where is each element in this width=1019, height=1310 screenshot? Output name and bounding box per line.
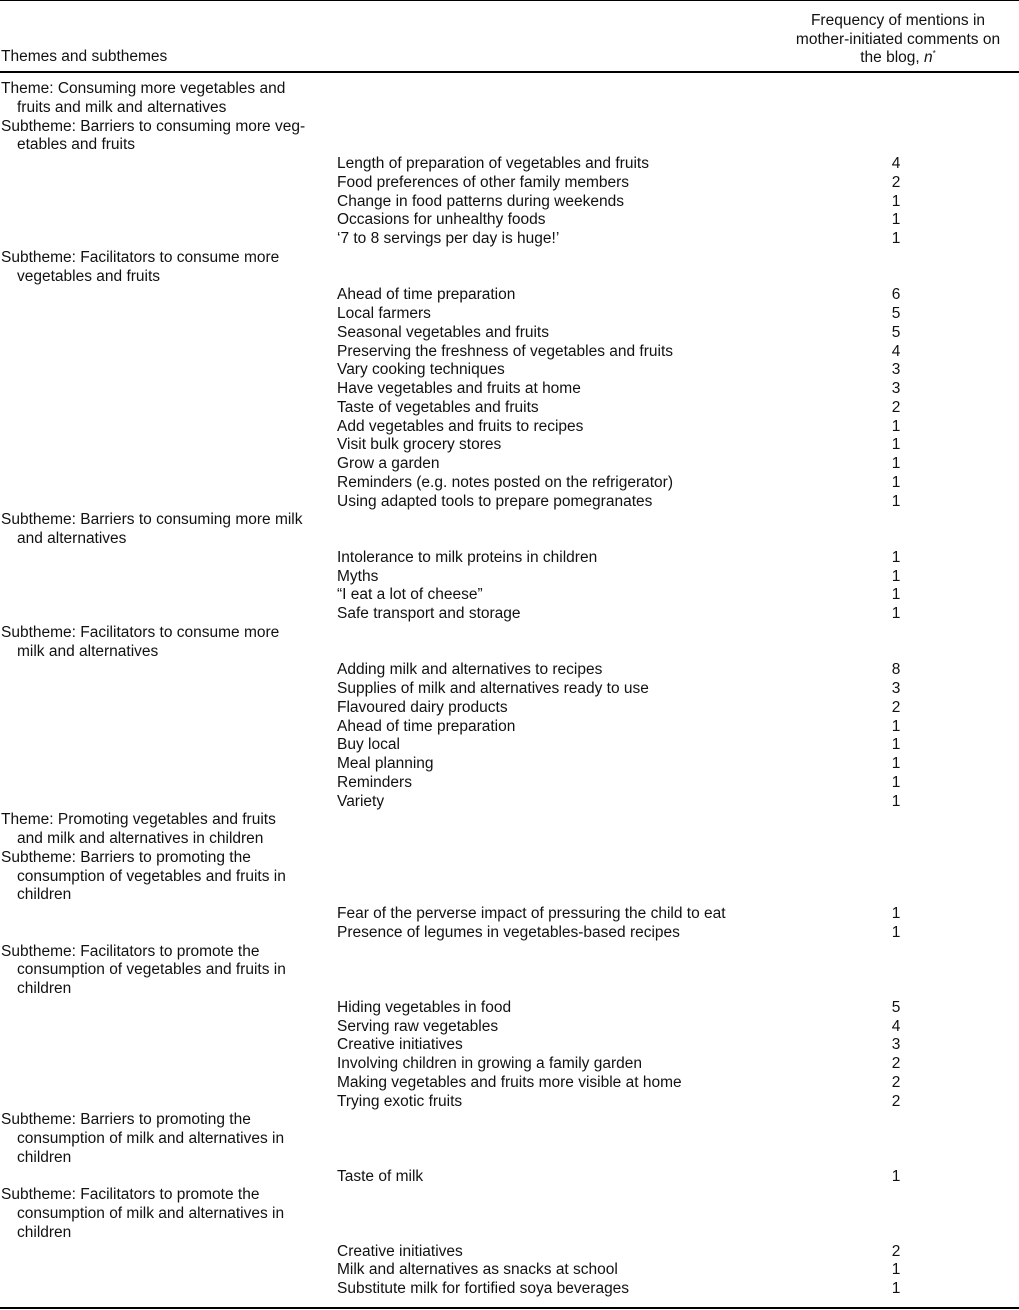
- table-row: [0, 549, 1019, 568]
- header-line: mother-initiated comments on: [795, 30, 1001, 48]
- table-row: [0, 568, 1019, 587]
- item-frequency: 2: [891, 1055, 901, 1072]
- item-label: Meal planning: [337, 755, 434, 772]
- table-row: [0, 361, 1019, 380]
- table-row: [0, 755, 1019, 774]
- table-row: [0, 905, 1019, 924]
- item-label: Food preferences of other family members: [337, 173, 630, 191]
- item-label: Creative initiatives: [337, 1242, 463, 1260]
- table-row: [0, 286, 1019, 305]
- item-frequency: 2: [891, 1242, 901, 1260]
- item-frequency: 1: [891, 923, 901, 941]
- item-frequency: 1: [891, 717, 901, 735]
- item-frequency: 1: [891, 792, 901, 810]
- item-frequency: 5: [891, 323, 901, 341]
- header-line: Frequency of mentions in: [810, 12, 986, 29]
- item-label: Involving children in growing a family garden: [337, 1055, 642, 1072]
- item-label: ‘7 to 8 servings per day is huge!’: [337, 230, 560, 247]
- item-frequency: 4: [891, 342, 901, 360]
- item-frequency: 1: [891, 473, 901, 491]
- theme-heading-continuation: vegetables and fruits: [17, 267, 161, 285]
- table-row: [0, 924, 1019, 943]
- item-label: Supplies of milk and alternatives ready to use: [337, 680, 649, 697]
- table-row: [0, 493, 1019, 512]
- item-label: Serving raw vegetables: [337, 1017, 499, 1035]
- theme-heading-continuation: children: [17, 1223, 72, 1241]
- item-frequency: 1: [891, 230, 901, 247]
- table-row: [0, 324, 1019, 343]
- item-label: Variety: [337, 792, 385, 810]
- table-row: [0, 1018, 1019, 1037]
- table-row: [0, 793, 1019, 812]
- table-row: [0, 1036, 1019, 1055]
- column-header-frequency: [782, 12, 1014, 68]
- item-label: Ahead of time preparation: [337, 717, 516, 735]
- item-frequency: 2: [891, 173, 901, 191]
- table-row: [0, 718, 1019, 737]
- item-label: Seasonal vegetables and fruits: [337, 323, 549, 341]
- item-frequency: 2: [891, 1092, 901, 1110]
- theme-heading-continuation: consumption of milk and alternatives in: [17, 1205, 285, 1222]
- theme-heading-continuation: consumption of vegetables and fruits in: [17, 961, 286, 979]
- theme-heading-continuation: children: [17, 980, 72, 997]
- theme-heading-continuation: and alternatives: [17, 530, 127, 547]
- item-label: Local farmers: [337, 305, 431, 322]
- theme-heading-continuation: consumption of vegetables and fruits in: [17, 867, 286, 885]
- theme-heading-continuation: etables and fruits: [17, 136, 136, 154]
- table-row: [0, 174, 1019, 193]
- header-rule: [0, 71, 1019, 73]
- item-label: Presence of legumes in vegetables-based recipes: [337, 923, 680, 941]
- table-row: [0, 455, 1019, 474]
- item-frequency: 1: [891, 211, 901, 229]
- item-frequency: 1: [891, 567, 901, 585]
- theme-heading-continuation: children: [17, 886, 72, 904]
- item-label: Visit bulk grocery stores: [337, 436, 502, 454]
- theme-heading-continuation: children: [17, 1148, 72, 1166]
- theme-heading: Theme: Consuming more vegetables and: [1, 80, 286, 97]
- item-label: Reminders (e.g. notes posted on the refrigerator): [337, 473, 674, 491]
- header-line: the blog, n*: [860, 49, 936, 67]
- item-frequency: 4: [891, 1017, 901, 1035]
- table-row: [0, 1261, 1019, 1280]
- table-row: [0, 1280, 1019, 1299]
- item-label: Grow a garden: [337, 455, 440, 472]
- table-row: [0, 1055, 1019, 1074]
- table-row: [0, 661, 1019, 680]
- theme-heading: Subtheme: Facilitators to consume more: [1, 623, 280, 641]
- table-row: [0, 774, 1019, 793]
- item-label: Adding milk and alternatives to recipes: [337, 661, 603, 679]
- theme-heading: Subtheme: Barriers to consuming more veg-: [1, 117, 306, 135]
- theme-heading: Theme: Promoting vegetables and fruits: [1, 811, 276, 829]
- item-label: Preserving the freshness of vegetables and fruits: [337, 342, 674, 360]
- item-frequency: 3: [891, 680, 901, 697]
- table-row: [0, 586, 1019, 605]
- item-frequency: 1: [891, 605, 901, 622]
- item-label: Add vegetables and fruits to recipes: [337, 417, 584, 435]
- table-row: [0, 380, 1019, 399]
- item-label: Vary cooking techniques: [337, 361, 505, 379]
- item-frequency: 1: [891, 586, 901, 604]
- item-frequency: 4: [891, 155, 901, 172]
- table-row: [0, 193, 1019, 212]
- item-frequency: 1: [891, 1280, 901, 1297]
- item-frequency: 1: [891, 755, 901, 772]
- item-frequency: 3: [891, 1036, 901, 1054]
- item-frequency: 1: [891, 192, 901, 210]
- theme-heading: Subtheme: Facilitators to promote the: [1, 942, 260, 960]
- item-frequency: 1: [891, 436, 901, 454]
- item-label: Have vegetables and fruits at home: [337, 380, 581, 397]
- table-row: [0, 999, 1019, 1018]
- table-row: [0, 155, 1019, 174]
- item-label: Myths: [337, 567, 379, 585]
- item-label: Buy local: [337, 736, 400, 754]
- table-row: [0, 1093, 1019, 1112]
- item-frequency: 1: [891, 492, 901, 510]
- theme-heading: Subtheme: Facilitators to consume more: [1, 248, 280, 266]
- theme-heading-continuation: and milk and alternatives in children: [17, 830, 264, 847]
- footnote-marker: *: [932, 49, 936, 59]
- item-label: Hiding vegetables in food: [337, 998, 512, 1016]
- item-frequency: 1: [891, 1167, 901, 1185]
- item-label: Using adapted tools to prepare pomegranates: [337, 492, 653, 510]
- table-row: [0, 699, 1019, 718]
- item-label: Trying exotic fruits: [337, 1092, 463, 1110]
- item-label: Safe transport and storage: [337, 605, 521, 622]
- item-frequency: 3: [891, 380, 901, 397]
- item-label: “I eat a lot of cheese”: [337, 586, 483, 604]
- theme-heading-continuation: fruits and milk and alternatives: [17, 98, 227, 116]
- table-row: [0, 211, 1019, 230]
- theme-heading: Subtheme: Barriers to consuming more milk: [1, 511, 303, 529]
- item-label: Flavoured dairy products: [337, 698, 508, 716]
- item-label: Substitute milk for fortified soya beverages: [337, 1280, 630, 1297]
- item-frequency: 1: [891, 905, 901, 922]
- item-label: Reminders: [337, 773, 412, 791]
- table-row: [0, 418, 1019, 437]
- item-label: Taste of vegetables and fruits: [337, 398, 539, 416]
- item-frequency: 2: [891, 698, 901, 716]
- theme-heading-continuation: milk and alternatives: [17, 642, 159, 660]
- theme-heading: Subtheme: Facilitators to promote the: [1, 1186, 260, 1204]
- item-frequency: 6: [891, 286, 901, 304]
- n-symbol: n: [924, 49, 933, 67]
- item-frequency: 1: [891, 736, 901, 754]
- item-frequency: 3: [891, 361, 901, 379]
- table-row: [0, 1168, 1019, 1187]
- item-frequency: 1: [891, 1261, 901, 1279]
- theme-heading: Subtheme: Barriers to promoting the: [1, 848, 251, 866]
- table-row: [0, 1074, 1019, 1093]
- item-label: Making vegetables and fruits more visible at home: [337, 1073, 682, 1091]
- item-frequency: 5: [891, 998, 901, 1016]
- item-frequency: 1: [891, 417, 901, 435]
- item-label: Length of preparation of vegetables and fruits: [337, 155, 649, 172]
- column-header-themes: Themes and subthemes: [1, 48, 168, 65]
- table-row: [0, 1243, 1019, 1262]
- item-label: Creative initiatives: [337, 1036, 463, 1054]
- table-body: [0, 80, 1019, 1299]
- item-label: Intolerance to milk proteins in children: [337, 548, 598, 566]
- top-rule: [0, 0, 1019, 1]
- table-row: [0, 605, 1019, 624]
- table-row: [0, 343, 1019, 362]
- item-label: Fear of the perverse impact of pressuring the child to eat: [337, 905, 726, 922]
- table-row: [0, 474, 1019, 493]
- table-row: [0, 436, 1019, 455]
- item-label: Ahead of time preparation: [337, 286, 516, 304]
- theme-heading-continuation: consumption of milk and alternatives in: [17, 1130, 285, 1147]
- theme-heading: Subtheme: Barriers to promoting the: [1, 1111, 251, 1129]
- item-frequency: 2: [891, 1073, 901, 1091]
- table-row: [0, 736, 1019, 755]
- table-row: [0, 399, 1019, 418]
- item-label: Milk and alternatives as snacks at school: [337, 1261, 618, 1279]
- item-frequency: 2: [891, 398, 901, 416]
- item-frequency: 5: [891, 305, 901, 322]
- bottom-rule: [0, 1307, 1019, 1309]
- item-label: Occasions for unhealthy foods: [337, 211, 546, 229]
- item-frequency: 8: [891, 661, 901, 679]
- table-row: [0, 680, 1019, 699]
- item-frequency: 1: [891, 455, 901, 472]
- item-label: Taste of milk: [337, 1167, 424, 1185]
- table-row: [0, 305, 1019, 324]
- item-label: Change in food patterns during weekends: [337, 192, 624, 210]
- item-frequency: 1: [891, 773, 901, 791]
- item-frequency: 1: [891, 548, 901, 566]
- table-row: [0, 230, 1019, 249]
